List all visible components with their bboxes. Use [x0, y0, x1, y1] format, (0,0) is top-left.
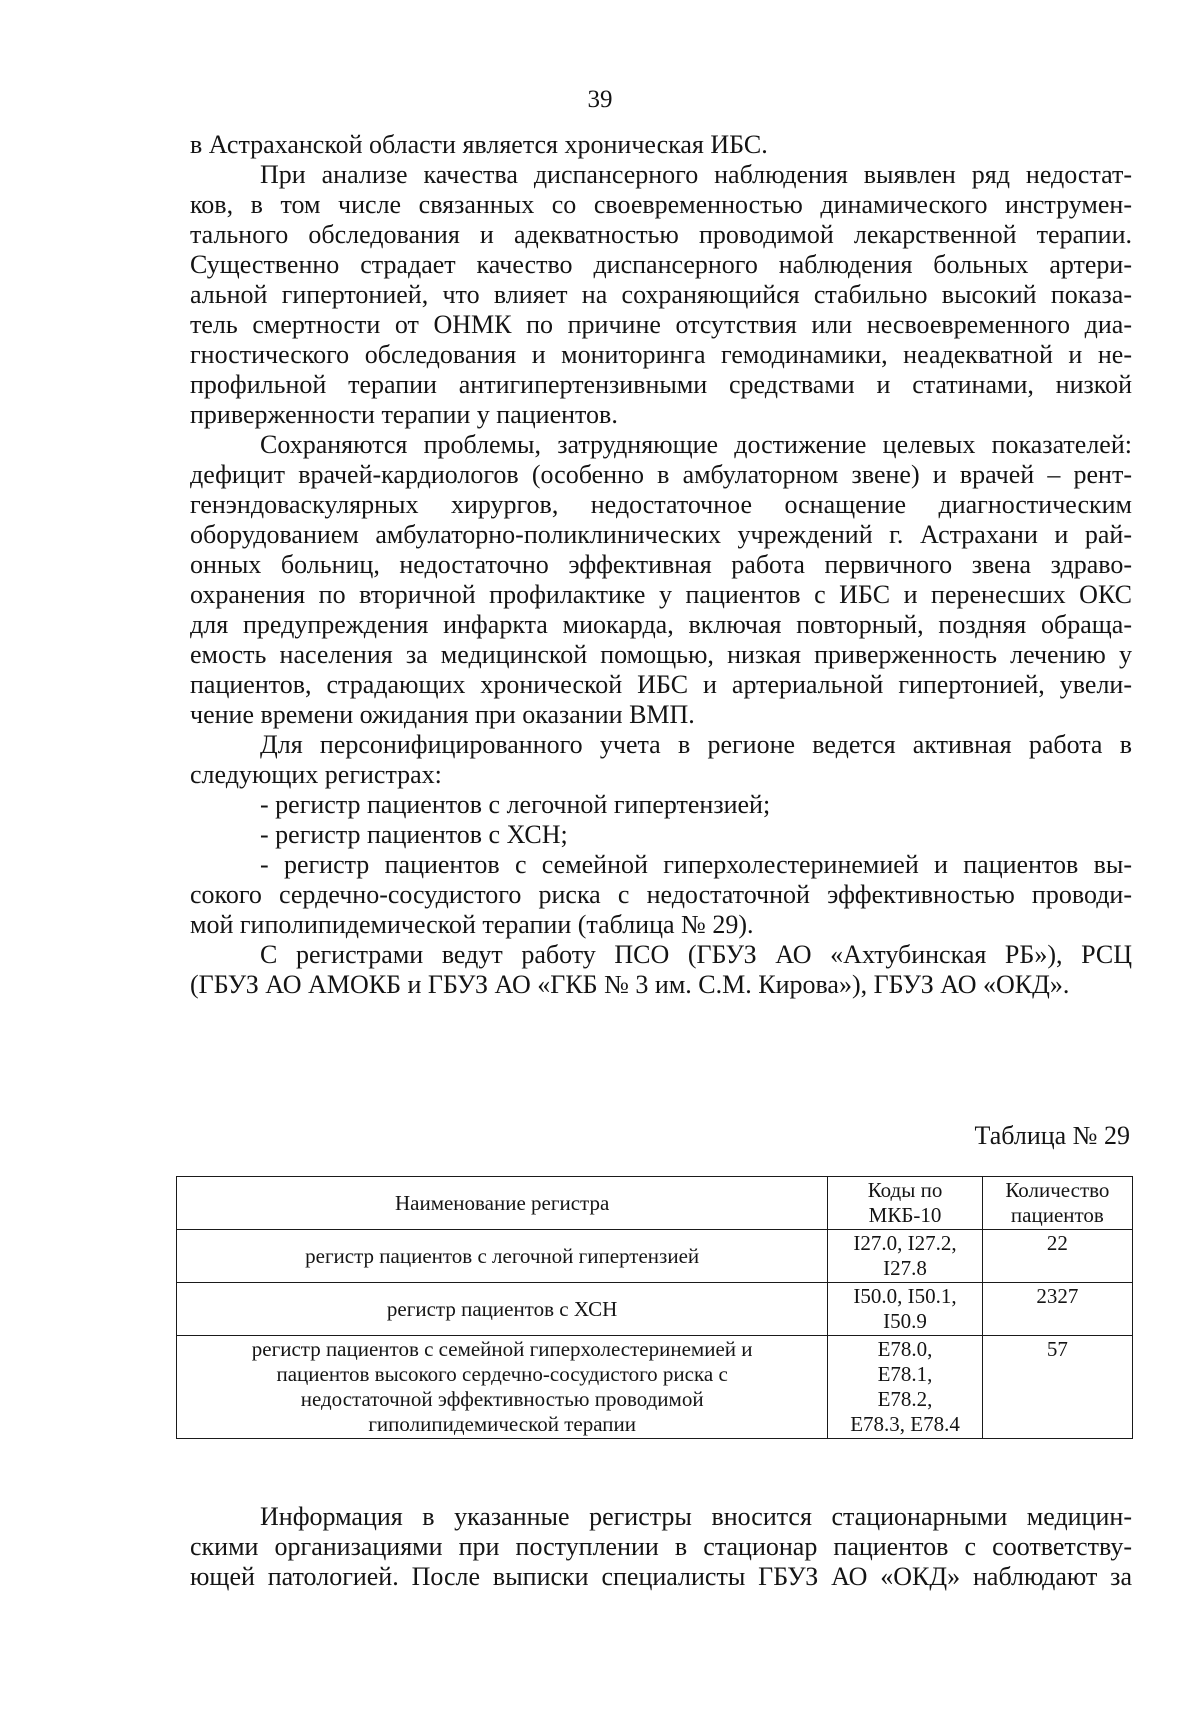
text-line: сокого сердечно-сосудистого риска с недостаточной эффективностью проводи- — [190, 880, 1132, 909]
text-line: Сохраняются проблемы, затрудняющие достижение целевых показателей: — [260, 430, 1132, 459]
cell-register-name: регистр пациентов с легочной гипертензией — [177, 1230, 828, 1283]
text-line: - регистр пациентов с ХСН; — [260, 820, 568, 849]
text-line: мой гиполипидемической терапии (таблица № 29). — [190, 910, 754, 939]
table-caption: Таблица № 29 — [974, 1121, 1130, 1150]
cell-patient-count: 2327 — [982, 1283, 1132, 1336]
text-line: емость населения за медицинской помощью, низкая приверженность лечению у — [190, 640, 1132, 669]
cell-register-name: регистр пациентов с семейной гиперхолестеринемией и пациентов высокого сердечно-сосудистого риска с недостаточной эффективностью проводимой гиполипидемической терапии — [177, 1336, 828, 1439]
header-register-name: Наименование регистра — [177, 1177, 828, 1230]
text-line: Для персонифицированного учета в регионе ведется активная работа в — [260, 730, 1132, 759]
text-line: в Астраханской области является хроническая ИБС. — [190, 130, 768, 159]
table-row — [177, 1230, 1133, 1283]
cell-patient-count: 22 — [982, 1230, 1132, 1283]
table-row — [177, 1283, 1133, 1336]
paragraph-registers-intro — [190, 730, 1132, 790]
text-line: ков, в том числе связанных со своевременностью динамического инструмен- — [190, 190, 1132, 219]
paragraph-intro — [190, 130, 1132, 160]
text-line: оборудованием амбулаторно-поликлинических учреждений г. Астрахани и рай- — [190, 520, 1132, 549]
text-line: ющей патологией. После выписки специалисты ГБУЗ АО «ОКД» наблюдают за — [190, 1562, 1132, 1591]
page-number: 39 — [587, 86, 613, 113]
text-line: пациентов, страдающих хронической ИБС и артериальной гипертонией, увели- — [190, 670, 1132, 699]
cell-patient-count: 57 — [982, 1336, 1132, 1439]
list-item-register — [190, 790, 1132, 820]
text-line: тель смертности от ОНМК по причине отсутствия или несвоевременного диа- — [190, 310, 1132, 339]
paragraph-analysis — [190, 160, 1132, 430]
text-line: С регистрами ведут работу ПСО (ГБУЗ АО «Ахтубинская РБ»), РСЦ — [260, 940, 1132, 969]
table-header-row — [177, 1177, 1133, 1230]
text-line: следующих регистрах: — [190, 760, 442, 789]
cell-icd-codes: I50.0, I50.1, I50.9 — [828, 1283, 983, 1336]
list-item-register — [190, 820, 1132, 850]
text-line: гностического обследования и мониторинга гемодинамики, неадекватной и не- — [190, 340, 1132, 369]
cell-icd-codes: E78.0, E78.1, E78.2, E78.3, E78.4 — [828, 1336, 983, 1439]
body-text — [190, 130, 1132, 1000]
text-line: Существенно страдает качество диспансерного наблюдения больных артери- — [190, 250, 1132, 279]
text-line: чение времени ожидания при оказании ВМП. — [190, 700, 695, 729]
table-row — [177, 1336, 1133, 1439]
text-line: тального обследования и адекватностью проводимой лекарственной терапии. — [190, 220, 1132, 249]
text-line: охранения по вторичной профилактике у пациентов с ИБС и перенесших ОКС — [190, 580, 1132, 609]
text-line: генэндоваскулярных хирургов, недостаточное оснащение диагностическим — [190, 490, 1132, 519]
text-line: дефицит врачей-кардиологов (особенно в амбулаторном звене) и врачей – рент- — [190, 460, 1132, 489]
header-icd-codes: Коды по МКБ-10 — [828, 1177, 983, 1230]
text-line: для предупреждения инфаркта миокарда, включая повторный, поздняя обраща- — [190, 610, 1132, 639]
registers-table — [176, 1176, 1133, 1439]
text-line: онных больниц, недостаточно эффективная работа первичного звена здраво- — [190, 550, 1132, 579]
text-line: альной гипертонией, что влияет на сохраняющийся стабильно высокий показа- — [190, 280, 1132, 309]
paragraph-problems — [190, 430, 1132, 730]
paragraph-register-info — [190, 1502, 1132, 1592]
text-line: профильной терапии антигипертензивными средствами и статинами, низкой — [190, 370, 1132, 399]
text-line: - регистр пациентов с легочной гипертензией; — [260, 790, 771, 819]
text-line: При анализе качества диспансерного наблюдения выявлен ряд недостат- — [260, 160, 1132, 189]
paragraph-organizations — [190, 940, 1132, 1000]
text-line: - регистр пациентов с семейной гиперхолестеринемией и пациентов вы- — [260, 850, 1132, 879]
text-line: приверженности терапии у пациентов. — [190, 400, 618, 429]
header-patient-count: Количество пациентов — [982, 1177, 1132, 1230]
text-line: Информация в указанные регистры вносится стационарными медицин- — [260, 1502, 1132, 1531]
list-item-register — [190, 850, 1132, 940]
text-line: скими организациями при поступлении в стационар пациентов с соответству- — [190, 1532, 1132, 1561]
text-line: (ГБУЗ АО АМОКБ и ГБУЗ АО «ГКБ № 3 им. С.М. Кирова»), ГБУЗ АО «ОКД». — [190, 970, 1070, 999]
cell-icd-codes: I27.0, I27.2, I27.8 — [828, 1230, 983, 1283]
cell-register-name: регистр пациентов с ХСН — [177, 1283, 828, 1336]
